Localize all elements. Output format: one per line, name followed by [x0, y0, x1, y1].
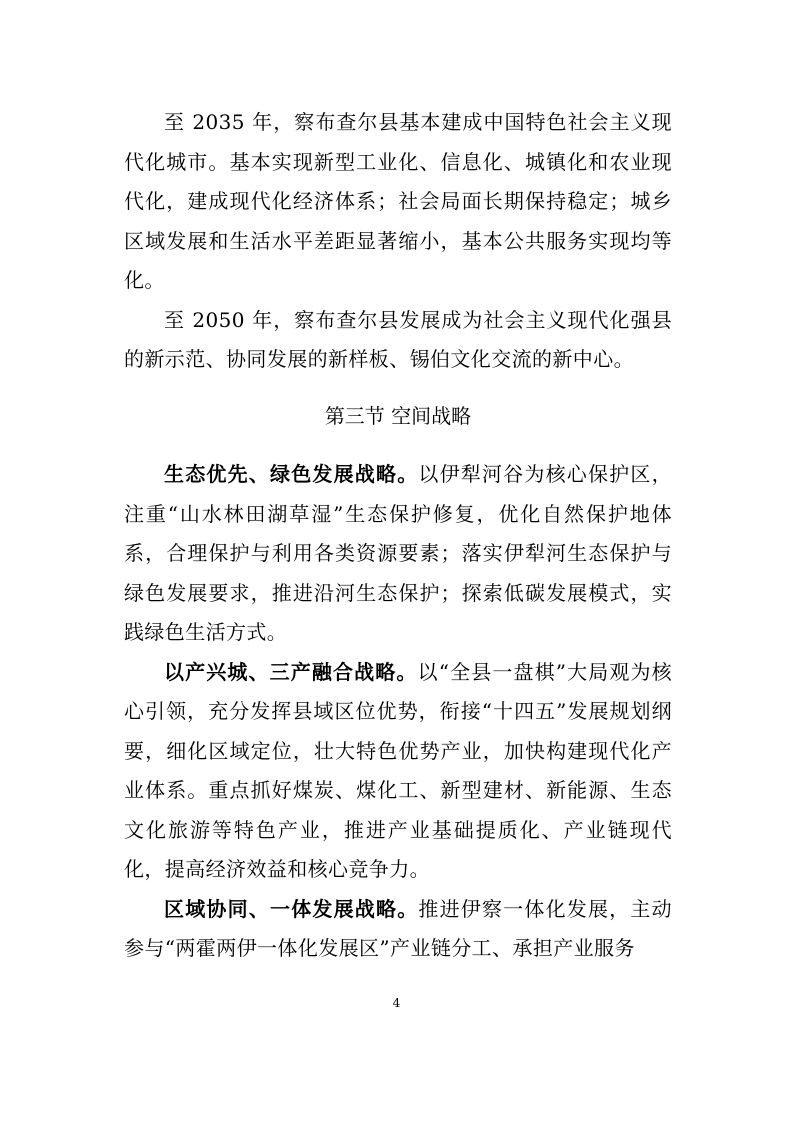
strategy-regional-paragraph — [124, 890, 672, 969]
paragraph-2035-goal: 至 2035 年，察布查尔县基本建成中国特色社会主义现代化城市。基本实现新型工业化、信息化、城镇化和农业现代化，建成现代化经济体系；社会局面长期保持稳定；城乡区域发展和生活水平差距显著缩小，基本公共服务实现均等化。 — [124, 110, 672, 292]
strategy-industry-paragraph — [124, 653, 672, 890]
strategy-regional-body: 推进伊察一体化发展，主动参与“两霍两伊一体化发展区”产业链分工、承担产业服务 — [124, 896, 672, 960]
strategy-industry-title: 以产兴城、三产融合战略。 — [164, 659, 418, 684]
paragraph-2050-goal: 至 2050 年，察布查尔县发展成为社会主义现代化强县的新示范、协同发展的新样板、锡伯文化交流的新中心。 — [124, 307, 672, 371]
strategy-text-block — [124, 455, 672, 969]
intro-text-block — [124, 103, 672, 380]
strategy-ecological-paragraph — [124, 455, 672, 653]
strategy-ecological-title: 生态优先、绿色发展战略。 — [164, 462, 419, 486]
page-number: 4 — [392, 996, 401, 1010]
strategy-regional-title: 区域协同、一体发展战略。 — [164, 896, 419, 921]
strategy-industry-body: 以“全县一盘棋”大局观为核心引领，充分发挥县域区位优势，衔接“十四五”发展规划纲要，细化区域定位，壮大特色优势产业，加快构建现代化产业体系。重点抓好煤炭、煤化工、新型建材、新能源、生态文化旅游等特色产业，推进产业基础提质化、产业链现代化，提高经济效益和核心竞争力。 — [124, 659, 672, 881]
strategy-ecological-body: 以伊犁河谷为核心保护区，注重“山水林田湖草湿”生态保护修复，优化自然保护地体系，合理保护与利用各类资源要素；落实伊犁河生态保护与绿色发展要求，推进沿河生态保护；探索低碳发展模式，实践绿色生活方式。 — [124, 462, 672, 644]
section-heading: 第三节 空间战略 — [324, 404, 472, 428]
